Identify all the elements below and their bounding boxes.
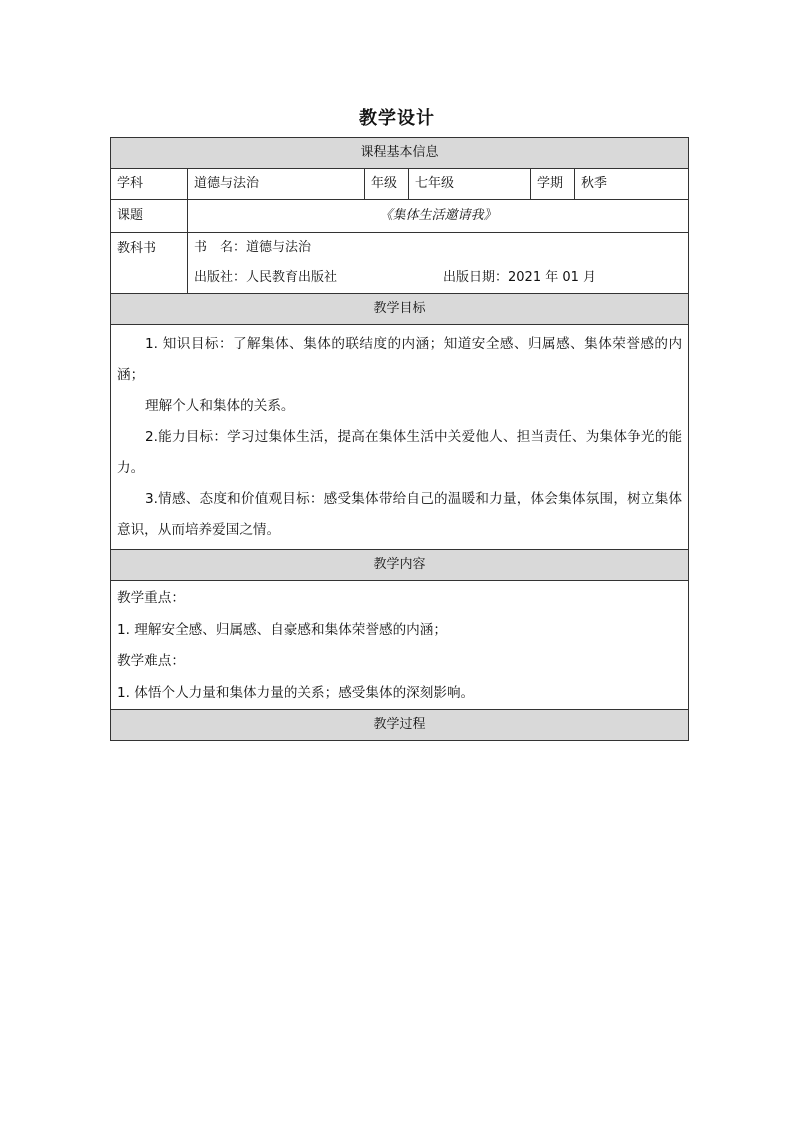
publisher-line	[194, 263, 682, 293]
book-name: 书 名：道德与法治	[194, 240, 312, 255]
section-header-content: 教学内容	[111, 550, 689, 581]
grade-value: 七年级	[409, 169, 531, 200]
section-row-objectives	[111, 294, 689, 325]
subject-value: 道德与法治	[188, 169, 365, 200]
difficulty-item: 1. 体悟个人力量和集体力量的关系；感受集体的深刻影响。	[117, 684, 475, 701]
content-row	[111, 581, 689, 710]
term-label: 学期	[531, 169, 575, 200]
content-cell	[111, 581, 689, 710]
section-row-basic-info	[111, 138, 689, 169]
textbook-label: 教科书	[111, 233, 188, 294]
objectives-row	[111, 325, 689, 550]
publication-date: 出版日期：2021 年 01 月	[443, 270, 597, 285]
publisher: 出版社：人民教育出版社	[194, 270, 338, 285]
section-row-content	[111, 550, 689, 581]
topic-row	[111, 200, 689, 233]
key-point-item: 1. 理解安全感、归属感、自豪感和集体荣誉感的内涵；	[117, 621, 447, 638]
objective-knowledge-continued: 理解个人和集体的关系。	[145, 398, 295, 414]
topic-label: 课题	[111, 200, 188, 233]
section-header-objectives: 教学目标	[111, 294, 689, 325]
objectives-cell	[111, 325, 689, 550]
textbook-details	[188, 233, 689, 294]
subject-label: 学科	[111, 169, 188, 200]
objective-knowledge: 1. 知识目标：了解集体、集体的联结度的内涵；知道安全感、归属感、集体荣誉感的内涵；	[117, 336, 683, 383]
term-value: 秋季	[575, 169, 689, 200]
key-points-label: 教学重点：	[117, 590, 185, 606]
difficulty-label: 教学难点：	[117, 653, 185, 669]
topic-value: 《集体生活邀请我》	[188, 200, 689, 233]
grade-label: 年级	[365, 169, 409, 200]
section-header-process: 教学过程	[111, 710, 689, 741]
section-row-process	[111, 710, 689, 741]
info-row	[111, 169, 689, 200]
textbook-row	[111, 233, 689, 294]
objective-emotion: 3.情感、态度和价值观目标：感受集体带给自己的温暖和力量，体会集体氛围，树立集体意识，从而培养爱国之情。	[117, 491, 683, 538]
section-header-basic-info: 课程基本信息	[111, 138, 689, 169]
objective-ability: 2.能力目标：学习过集体生活，提高在集体生活中关爱他人、担当责任、为集体争光的能力。	[117, 429, 683, 476]
document-title: 教学设计	[359, 108, 435, 129]
lesson-design-table	[110, 137, 689, 741]
